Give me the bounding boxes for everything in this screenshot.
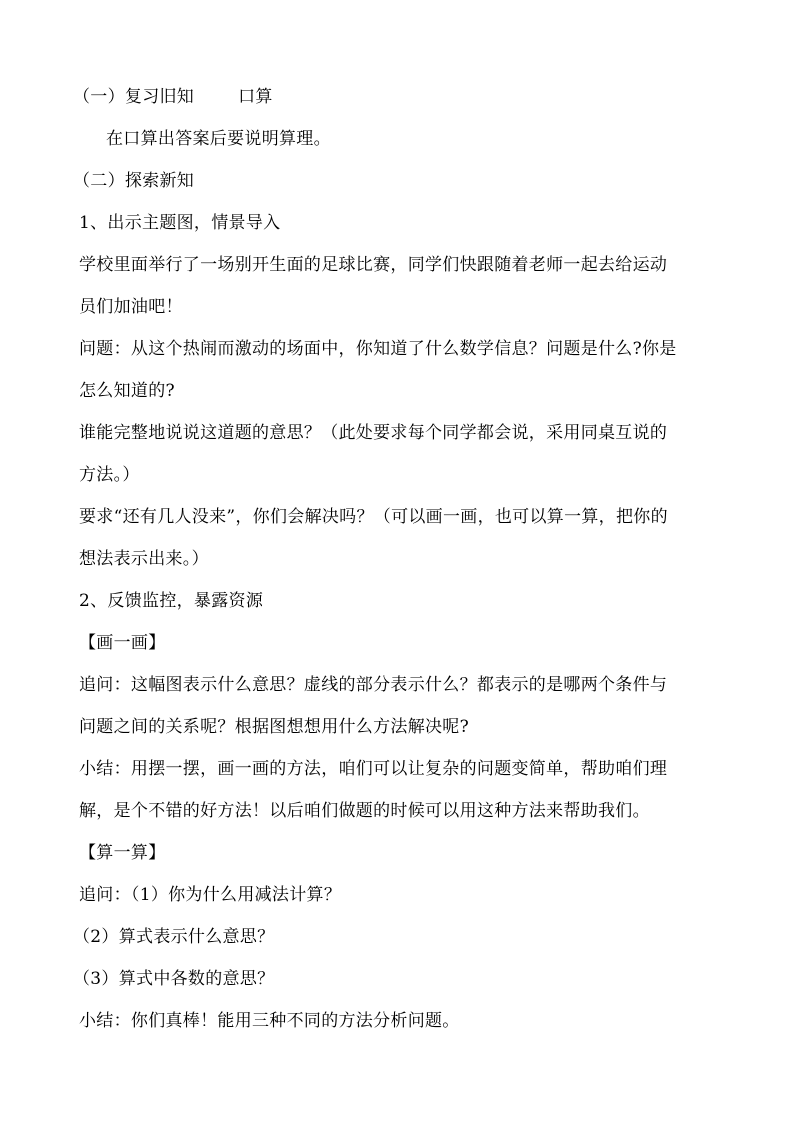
question1-line-1: 问题：从这个热闹而激动的场面中，你知道了什么数学信息？问题是什么?你是 [79, 339, 677, 359]
question3-line-1: 要求“还有几人没来”，你们会解决吗？（可以画一画，也可以算一算，把你的 [79, 507, 668, 527]
section1-heading: （一）复习旧知 [73, 87, 195, 107]
step1-heading: 1、出示主题图，情景导入 [79, 213, 281, 233]
section1-note: 在口算出答案后要说明算理。 [106, 129, 331, 149]
calc-summary: 小结：你们真棒！能用三种不同的方法分析问题。 [79, 1011, 460, 1031]
question2-line-2: 方法。） [79, 465, 140, 485]
section1-subheading: 口算 [238, 87, 273, 107]
calc-question-2: （2）算式表示什么意思？ [73, 927, 275, 947]
draw-followup-line-1: 追问：这幅图表示什么意思？虚线的部分表示什么？都表示的是哪两个条件与 [79, 675, 668, 695]
question1-line-2: 怎么知道的? [79, 381, 175, 401]
question3-line-2: 想法表示出来。） [79, 549, 209, 569]
draw-heading: 【画一画】 [79, 633, 166, 653]
calc-question-3: （3）算式中各数的意思？ [73, 969, 275, 989]
draw-summary-line-1: 小结：用摆一摆，画一画的方法，咱们可以让复杂的问题变简单，帮助咱们理 [79, 759, 668, 779]
question2-line-1: 谁能完整地说说这道题的意思？（此处要求每个同学都会说，采用同桌互说的 [79, 423, 668, 443]
calc-followup: 追问：（1）你为什么用减法计算？ [79, 885, 342, 905]
intro-line-2: 员们加油吧！ [79, 297, 183, 317]
draw-summary-line-2: 解，是个不错的好方法！以后咱们做题的时候可以用这种方法来帮助我们。 [79, 801, 650, 821]
intro-line-1: 学校里面举行了一场别开生面的足球比赛，同学们快跟随着老师一起去给运动 [79, 255, 668, 275]
draw-followup-line-2: 问题之间的关系呢？根据图想想用什么方法解决呢? [79, 717, 470, 737]
calc-heading: 【算一算】 [79, 843, 166, 863]
section2-heading: （二）探索新知 [73, 171, 195, 191]
section1-heading-line [73, 86, 713, 108]
step2-heading: 2、反馈监控，暴露资源 [79, 591, 264, 611]
